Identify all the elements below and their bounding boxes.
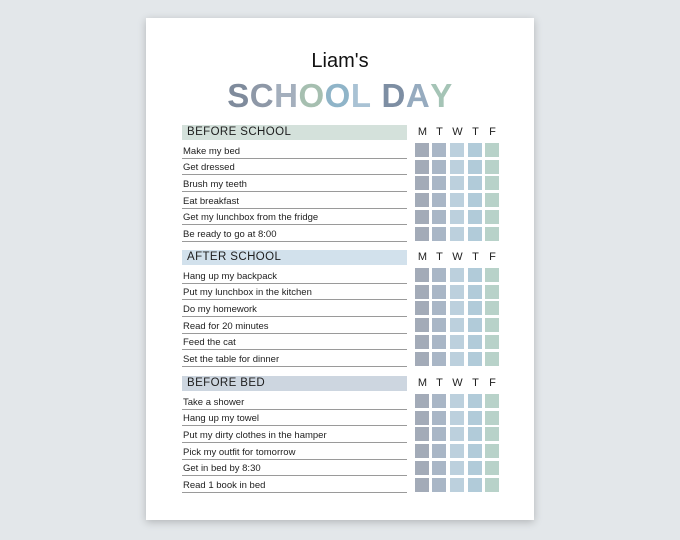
task-label: Hang up my backpack xyxy=(183,270,277,282)
checkbox-m[interactable] xyxy=(415,394,429,408)
task-label: Put my dirty clothes in the hamper xyxy=(183,430,327,442)
checkbox-t[interactable] xyxy=(468,301,482,315)
checkbox-m[interactable] xyxy=(415,335,429,349)
task-row xyxy=(182,175,512,192)
checkbox-t[interactable] xyxy=(432,193,446,207)
checkbox-t[interactable] xyxy=(432,394,446,408)
checkbox-w[interactable] xyxy=(450,227,464,241)
checkbox-t[interactable] xyxy=(468,461,482,475)
checkbox-t[interactable] xyxy=(432,411,446,425)
checkbox-w[interactable] xyxy=(450,394,464,408)
task-row xyxy=(182,226,512,243)
checkbox-m[interactable] xyxy=(415,143,429,157)
checkbox-m[interactable] xyxy=(415,427,429,441)
task-label: Eat breakfast xyxy=(183,195,239,207)
checkbox-t[interactable] xyxy=(468,227,482,241)
checkbox-t[interactable] xyxy=(468,318,482,332)
checkbox-w[interactable] xyxy=(450,335,464,349)
checkbox-t[interactable] xyxy=(432,301,446,315)
title-letter: Y xyxy=(430,77,453,114)
checkbox-f[interactable] xyxy=(485,176,499,190)
checkbox-t[interactable] xyxy=(468,352,482,366)
task-label: Get dressed xyxy=(183,162,235,174)
checkbox-w[interactable] xyxy=(450,301,464,315)
task-label: Get my lunchbox from the fridge xyxy=(183,212,319,224)
checkbox-t[interactable] xyxy=(432,143,446,157)
checkbox-t[interactable] xyxy=(468,160,482,174)
task-label: Make my bed xyxy=(183,145,241,157)
checkbox-t[interactable] xyxy=(432,427,446,441)
day-label: T xyxy=(472,251,479,263)
task-row xyxy=(182,334,512,351)
checkbox-f[interactable] xyxy=(485,227,499,241)
task-row xyxy=(182,284,512,301)
checkbox-t[interactable] xyxy=(468,285,482,299)
day-label: W xyxy=(452,251,463,263)
day-label: W xyxy=(452,126,463,138)
task-label: Take a shower xyxy=(183,396,245,408)
checkbox-w[interactable] xyxy=(450,143,464,157)
task-label: Put my lunchbox in the kitchen xyxy=(183,287,312,299)
task-row xyxy=(182,426,512,443)
title-letter: L xyxy=(350,77,372,114)
checkbox-f[interactable] xyxy=(485,285,499,299)
checkbox-m[interactable] xyxy=(415,193,429,207)
task-label: Do my homework xyxy=(183,304,257,316)
checkbox-f[interactable] xyxy=(485,411,499,425)
day-label: F xyxy=(489,251,496,263)
task-label: Feed the cat xyxy=(183,337,236,349)
task-row xyxy=(182,477,512,494)
task-label: Be ready to go at 8:00 xyxy=(183,229,277,241)
child-name: Liam's xyxy=(311,50,369,72)
day-label: F xyxy=(489,377,496,389)
checkbox-m[interactable] xyxy=(415,318,429,332)
checkbox-f[interactable] xyxy=(485,193,499,207)
section-header: BEFORE SCHOOL xyxy=(182,125,407,140)
checkbox-w[interactable] xyxy=(450,285,464,299)
checkbox-t[interactable] xyxy=(432,352,446,366)
task-row xyxy=(182,267,512,284)
checkbox-w[interactable] xyxy=(450,193,464,207)
task-row xyxy=(182,159,512,176)
checkbox-m[interactable] xyxy=(415,444,429,458)
task-row xyxy=(182,351,512,368)
title-letter: O xyxy=(298,77,325,114)
day-label: T xyxy=(436,126,443,138)
task-row xyxy=(182,410,512,427)
task-row xyxy=(182,393,512,410)
day-labels xyxy=(415,125,505,140)
checkbox-f[interactable] xyxy=(485,394,499,408)
checkbox-f[interactable] xyxy=(485,301,499,315)
task-label: Get in bed by 8:30 xyxy=(183,463,261,475)
checkbox-t[interactable] xyxy=(468,444,482,458)
task-row xyxy=(182,192,512,209)
checkbox-w[interactable] xyxy=(450,210,464,224)
checkbox-t[interactable] xyxy=(468,335,482,349)
checkbox-f[interactable] xyxy=(485,478,499,492)
day-label: M xyxy=(417,377,428,389)
checkbox-t[interactable] xyxy=(432,210,446,224)
checkbox-m[interactable] xyxy=(415,411,429,425)
title-letter: C xyxy=(249,77,275,114)
task-label: Set the table for dinner xyxy=(183,354,280,366)
checkbox-w[interactable] xyxy=(450,352,464,366)
title-letter: O xyxy=(324,77,351,114)
checkbox-m[interactable] xyxy=(415,461,429,475)
checkbox-f[interactable] xyxy=(485,210,499,224)
task-row xyxy=(182,209,512,226)
checkbox-m[interactable] xyxy=(415,285,429,299)
checkbox-f[interactable] xyxy=(485,143,499,157)
checkbox-f[interactable] xyxy=(485,427,499,441)
title-letter: H xyxy=(274,77,299,114)
task-label: Read for 20 minutes xyxy=(183,320,269,332)
checkbox-m[interactable] xyxy=(415,210,429,224)
day-label: T xyxy=(472,377,479,389)
checkbox-f[interactable] xyxy=(485,352,499,366)
title-letter: S xyxy=(227,77,250,114)
checkbox-t[interactable] xyxy=(432,444,446,458)
checkbox-w[interactable] xyxy=(450,478,464,492)
day-label: M xyxy=(417,126,428,138)
checkbox-w[interactable] xyxy=(450,176,464,190)
checkbox-t[interactable] xyxy=(468,176,482,190)
checkbox-m[interactable] xyxy=(415,176,429,190)
checkbox-f[interactable] xyxy=(485,268,499,282)
checkbox-f[interactable] xyxy=(485,335,499,349)
checkbox-t[interactable] xyxy=(468,193,482,207)
checkbox-m[interactable] xyxy=(415,301,429,315)
task-underline xyxy=(182,366,407,367)
task-label: Hang up my towel xyxy=(183,413,260,425)
checkbox-t[interactable] xyxy=(468,394,482,408)
checkbox-m[interactable] xyxy=(415,227,429,241)
checkbox-t[interactable] xyxy=(432,461,446,475)
checkbox-w[interactable] xyxy=(450,444,464,458)
task-row xyxy=(182,300,512,317)
title-letter: A xyxy=(405,77,431,114)
day-labels xyxy=(415,376,505,391)
checkbox-w[interactable] xyxy=(450,461,464,475)
checkbox-m[interactable] xyxy=(415,352,429,366)
checkbox-t[interactable] xyxy=(432,285,446,299)
checkbox-t[interactable] xyxy=(468,210,482,224)
checkbox-t[interactable] xyxy=(432,160,446,174)
checkbox-w[interactable] xyxy=(450,268,464,282)
day-label: M xyxy=(417,251,428,263)
checkbox-t[interactable] xyxy=(468,268,482,282)
day-label: F xyxy=(489,126,496,138)
checkbox-t[interactable] xyxy=(468,478,482,492)
checkbox-w[interactable] xyxy=(450,411,464,425)
checkbox-t[interactable] xyxy=(432,318,446,332)
checkbox-m[interactable] xyxy=(415,268,429,282)
checkbox-t[interactable] xyxy=(432,478,446,492)
checkbox-t[interactable] xyxy=(468,427,482,441)
day-label: T xyxy=(436,251,443,263)
chart-title xyxy=(146,76,534,116)
task-row xyxy=(182,142,512,159)
checkbox-w[interactable] xyxy=(450,160,464,174)
checkbox-m[interactable] xyxy=(415,160,429,174)
task-row xyxy=(182,443,512,460)
checkbox-f[interactable] xyxy=(485,160,499,174)
day-label: T xyxy=(472,126,479,138)
checkbox-f[interactable] xyxy=(485,318,499,332)
task-row xyxy=(182,460,512,477)
day-label: W xyxy=(452,377,463,389)
task-underline xyxy=(182,241,407,242)
task-label: Brush my teeth xyxy=(183,179,247,191)
checkbox-t[interactable] xyxy=(432,176,446,190)
checkbox-f[interactable] xyxy=(485,444,499,458)
checkbox-t[interactable] xyxy=(468,143,482,157)
checkbox-t[interactable] xyxy=(468,411,482,425)
checkbox-t[interactable] xyxy=(432,227,446,241)
chore-chart-sheet xyxy=(146,18,534,520)
checkbox-t[interactable] xyxy=(432,268,446,282)
checkbox-w[interactable] xyxy=(450,427,464,441)
task-label: Read 1 book in bed xyxy=(183,480,266,492)
section-header: AFTER SCHOOL xyxy=(182,250,407,265)
title-letter xyxy=(372,76,382,116)
day-label: T xyxy=(436,377,443,389)
task-label: Pick my outfit for tomorrow xyxy=(183,446,296,458)
checkbox-f[interactable] xyxy=(485,461,499,475)
section-header: BEFORE BED xyxy=(182,376,407,391)
checkbox-t[interactable] xyxy=(432,335,446,349)
task-row xyxy=(182,317,512,334)
checkbox-w[interactable] xyxy=(450,318,464,332)
checkbox-m[interactable] xyxy=(415,478,429,492)
day-labels xyxy=(415,250,505,265)
title-letter: D xyxy=(381,77,406,114)
task-underline xyxy=(182,492,407,493)
